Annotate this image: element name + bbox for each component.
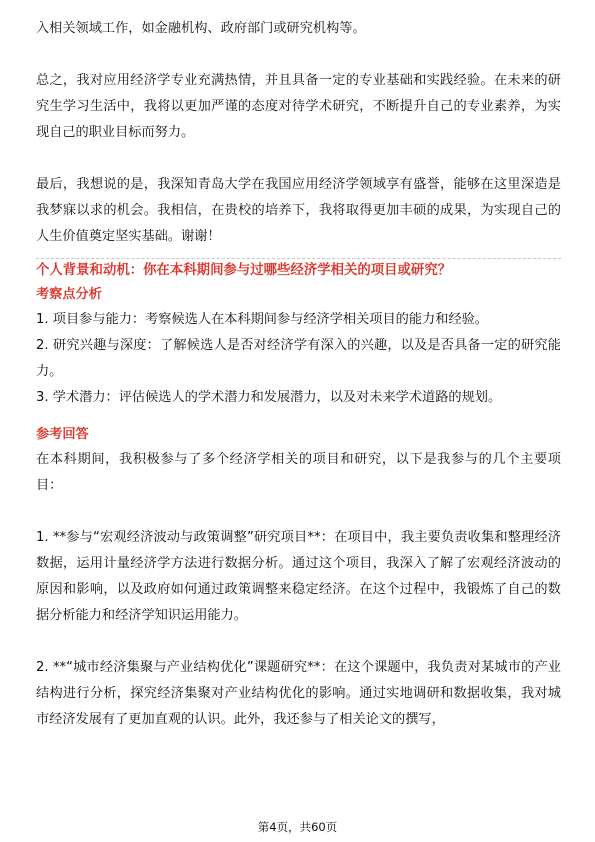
- question-title: 个人背景和动机：你在本科期间参与过哪些经济学相关的项目或研究？: [36, 263, 452, 278]
- answer-item: 1. **参与“宏观经济波动与政策调整”研究项目**：在项目中，我主要负责收集和整理经济数据，运用计量经济学方法进行数据分析。通过这个项目，我深入了解了宏观经济波动的原因和影响，以及政府如何通过政策调整来稳定经济。在这个过程中，我锻炼了自己的数据分析能力和经济学知识运用能力。: [36, 530, 561, 623]
- analysis-point: 1. 项目参与能力：考察候选人在本科期间参与经济学相关项目的能力和经验。: [36, 312, 488, 327]
- page-indicator: 第4页，共60页: [257, 820, 338, 834]
- summary-paragraph: 总之，我对应用经济学专业充满热情，并且具备一定的专业基础和实践经验。在未来的研究生学习生活中，我将以更加严谨的态度对待学术研究，不断提升自己的专业素养，为实现自己的职业目标而努力。: [36, 73, 561, 140]
- analysis-heading: 考察点分析: [36, 287, 102, 302]
- analysis-point: 3. 学术潜力：评估候选人的学术潜力和发展潜力，以及对未来学术道路的规划。: [36, 390, 502, 405]
- page-content: [36, 16, 561, 733]
- intro-tail-paragraph: 入相关领域工作，如金融机构、政府部门或研究机构等。: [36, 21, 366, 36]
- answer-intro: 在本科期间，我积极参与了多个经济学相关的项目和研究，以下是我参与的几个主要项目：: [36, 452, 561, 493]
- analysis-point: 2. 研究兴趣与深度：了解候选人是否对经济学有深入的兴趣，以及是否具备一定的研究能力。: [36, 338, 561, 379]
- answer-item: 2. **“城市经济集聚与产业结构优化”课题研究**：在这个课题中，我负责对某城市的产业结构进行分析，探究经济集聚对产业结构优化的影响。通过实地调研和数据收集，我对城市经济发展有了更加直观的认识。此外，我还参与了相关论文的撰写，: [36, 660, 561, 727]
- closing-paragraph: 最后，我想说的是，我深知青岛大学在我国应用经济学领域享有盛誉，能够在这里深造是我梦寐以求的机会。我相信，在贵校的培养下，我将取得更加丰硕的成果，为实现自己的人生价值奠定坚实基础。谢谢！: [36, 177, 561, 244]
- answer-heading: 参考回答: [36, 427, 89, 442]
